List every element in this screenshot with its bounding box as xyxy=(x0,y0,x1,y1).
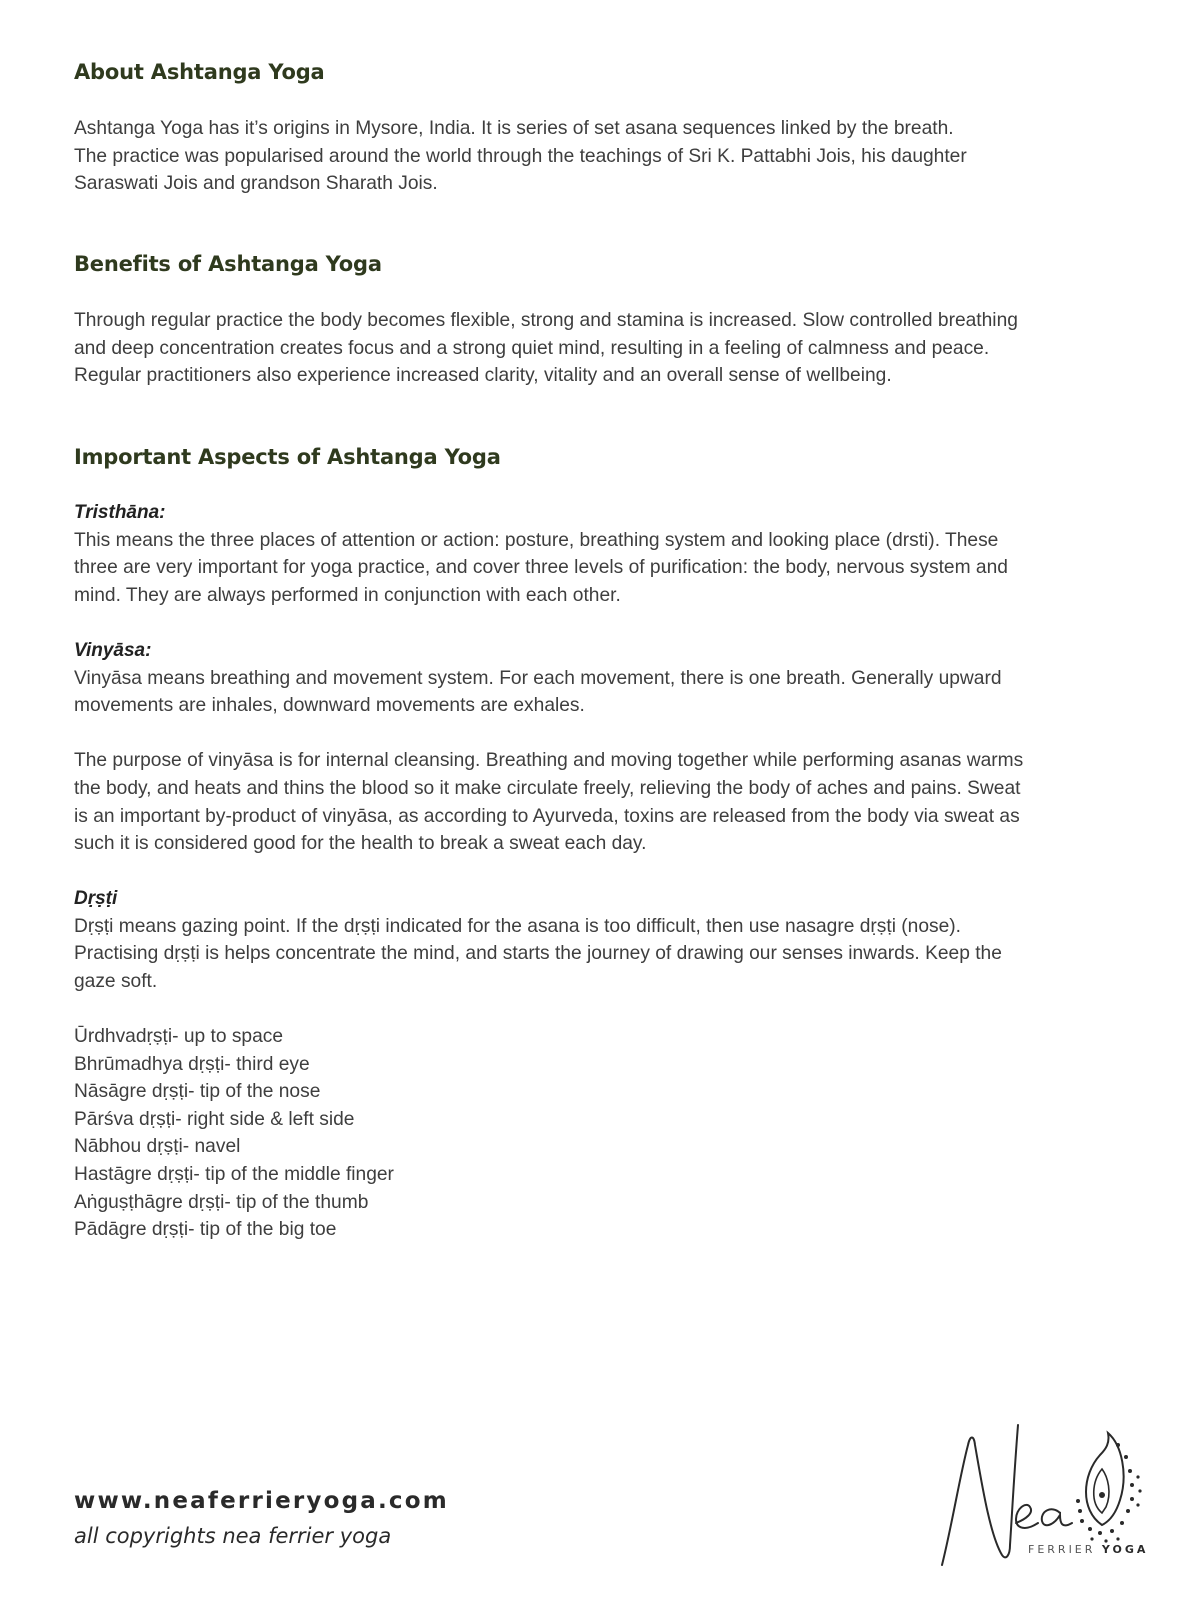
copyright-text: all copyrights nea ferrier yoga xyxy=(74,1524,392,1548)
benefits-line: Through regular practice the body becomes flexible, strong and stamina is increased. Slow controlled breathing xyxy=(74,310,1018,331)
benefits-paragraph xyxy=(74,307,1018,390)
about-line: Ashtanga Yoga has it’s origins in Mysore, India. It is series of set asana sequences linked by the breath. xyxy=(74,118,954,139)
nea-ferrier-yoga-logo xyxy=(930,1415,1170,1585)
drsti-point: Aṅguṣṭhāgre dṛṣṭi- tip of the thumb xyxy=(74,1191,369,1213)
vinyasa-line: the body, and heats and thins the blood so it make circulate freely, relieving the body of aches and pains. Sweat xyxy=(74,777,1021,799)
drsti-point: Hastāgre dṛṣṭi- tip of the middle finger xyxy=(74,1163,394,1185)
benefits-line: Regular practitioners also experience increased clarity, vitality and an overall sense of wellbeing. xyxy=(74,365,892,387)
drsti-line: gaze soft. xyxy=(74,970,158,992)
drsti-title: Dṛṣṭi xyxy=(74,888,118,909)
benefits-heading: Benefits of Ashtanga Yoga xyxy=(74,252,382,276)
vinyasa-line: movements are inhales, downward movements are exhales. xyxy=(74,695,585,717)
benefits-line: and deep concentration creates focus and a strong quiet mind, resulting in a feeling of calmness and peace. xyxy=(74,337,990,359)
drsti-point: Ūrdhvadṛṣṭi- up to space xyxy=(74,1025,284,1047)
logo-caption-yoga: YOGA xyxy=(1101,1543,1149,1556)
vinyasa-line: is an important by-product of vinyāsa, as according to Ayurveda, toxins are released from the body via sweat as xyxy=(74,805,1020,827)
tristhana-line: mind. They are always performed in conjunction with each other. xyxy=(74,584,621,606)
about-line: The practice was popularised around the world through the teachings of Sri K. Pattabhi Jois, his daughter xyxy=(74,145,967,167)
logo-caption-ferrier: FERRIER xyxy=(1028,1543,1096,1556)
vinyasa-title: Vinyāsa: xyxy=(74,640,152,661)
tristhana-line: This means the three places of attention or action: posture, breathing system and looking place (drsti). These xyxy=(74,529,999,551)
about-paragraph xyxy=(74,115,967,198)
drsti-line: Dṛṣṭi means gazing point. If the dṛṣṭi indicated for the asana is too difficult, then use nasagre dṛṣṭi (nose). xyxy=(74,915,962,937)
about-heading: About Ashtanga Yoga xyxy=(74,60,325,84)
vinyasa-line: The purpose of vinyāsa is for internal cleansing. Breathing and moving together while performing asanas warms xyxy=(74,750,1024,772)
drsti-point: Pādāgre dṛṣṭi- tip of the big toe xyxy=(74,1219,337,1241)
tristhana-title: Tristhāna: xyxy=(74,502,166,523)
drsti-line: Practising dṛṣṭi is helps concentrate the mind, and starts the journey of drawing our senses inwards. Keep the xyxy=(74,943,1002,965)
drsti-point: Nābhou dṛṣṭi- navel xyxy=(74,1136,241,1158)
drsti-point: Nāsāgre dṛṣṭi- tip of the nose xyxy=(74,1081,321,1103)
aspects-heading: Important Aspects of Ashtanga Yoga xyxy=(74,445,501,469)
drsti-points-list xyxy=(74,1023,1002,1244)
vinyasa-section xyxy=(74,637,1023,858)
vinyasa-line: Vinyāsa means breathing and movement system. For each movement, there is one breath. Generally upward xyxy=(74,667,1002,689)
tristhana-section xyxy=(74,499,1008,609)
website-url: www.neaferrieryoga.com xyxy=(74,1488,449,1514)
about-line: Saraswati Jois and grandson Sharath Jois. xyxy=(74,173,438,195)
drsti-section xyxy=(74,885,1002,1244)
vinyasa-line: such it is considered good for the health to break a sweat each day. xyxy=(74,833,647,855)
drsti-point: Bhrūmadhya dṛṣṭi- third eye xyxy=(74,1053,310,1075)
logo-caption xyxy=(1028,1543,1148,1556)
drsti-point: Pārśva dṛṣṭi- right side & left side xyxy=(74,1108,355,1130)
tristhana-line: three are very important for yoga practice, and cover three levels of purification: the body, nervous system and xyxy=(74,557,1008,579)
